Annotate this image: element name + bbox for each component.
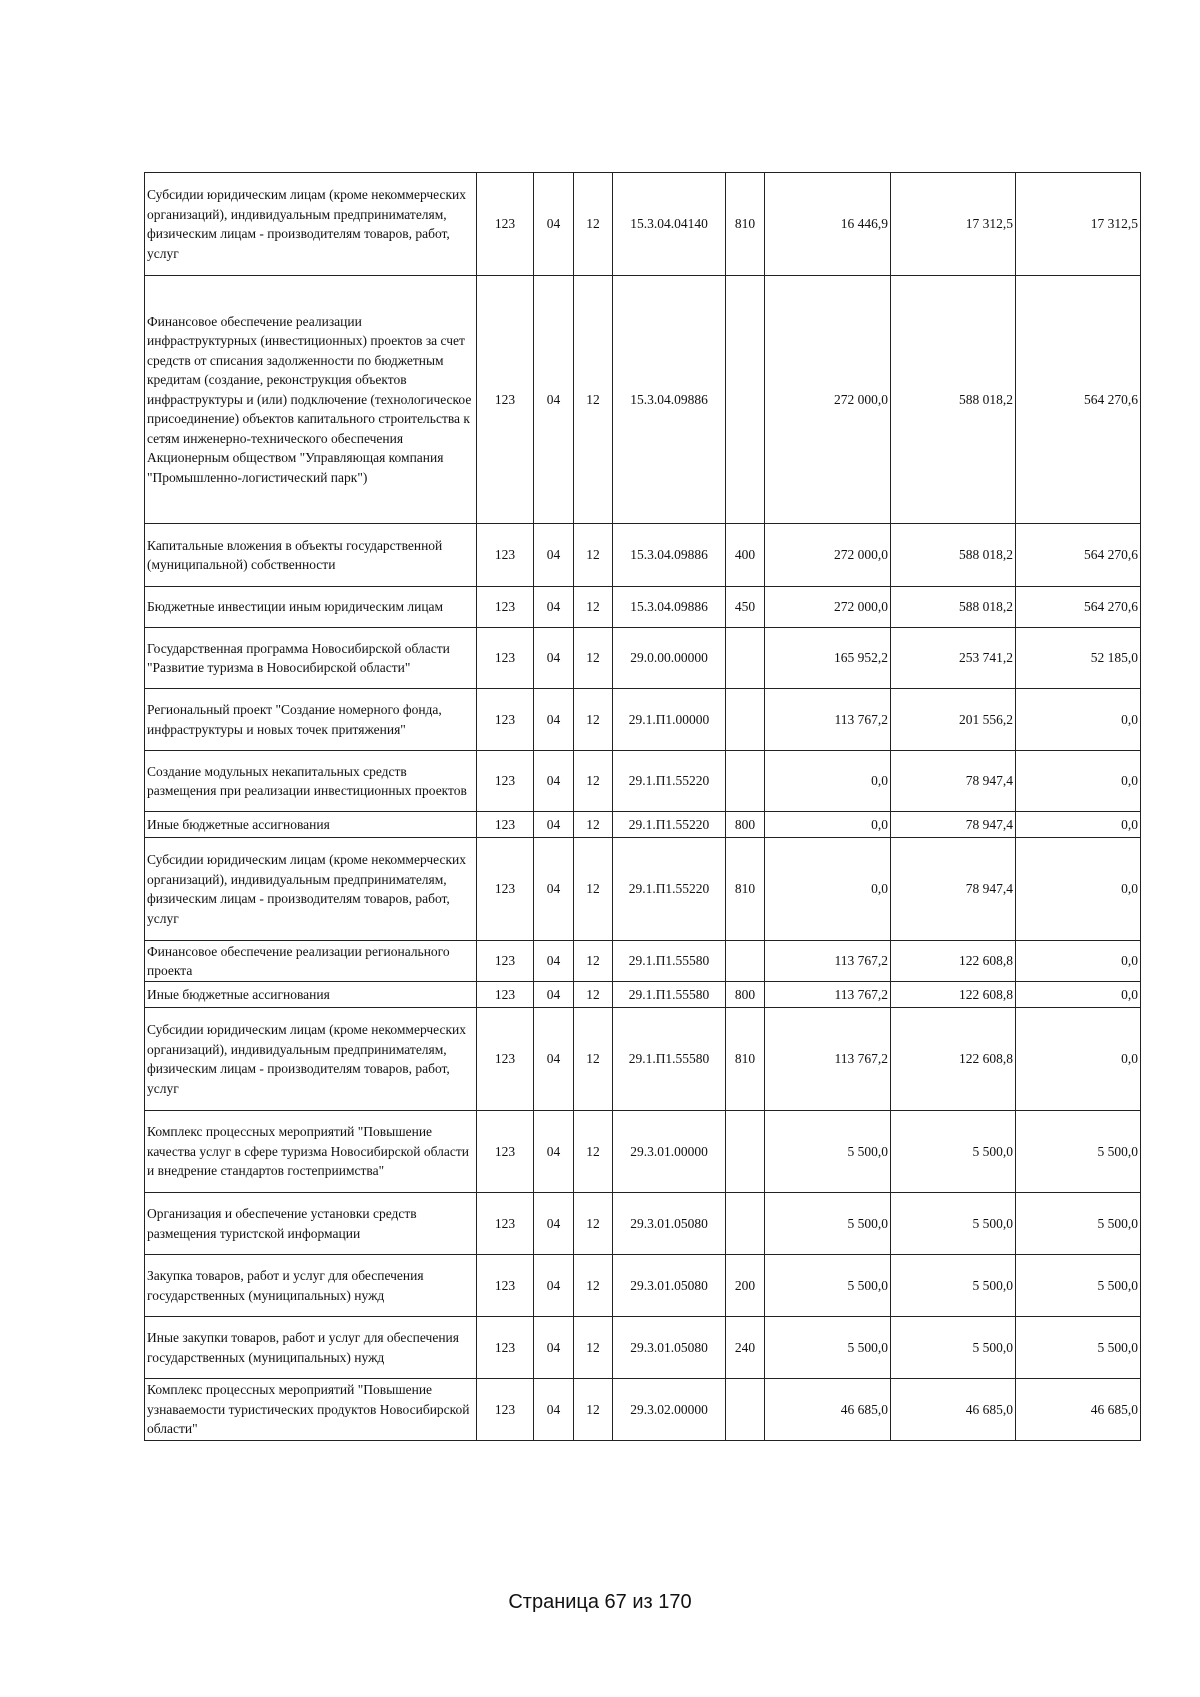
- cell-expense-type: 400: [726, 524, 765, 587]
- cell-name: Иные бюджетные ассигнования: [145, 982, 477, 1008]
- cell-subsection: 12: [574, 751, 613, 812]
- cell-expense-type: 810: [726, 1008, 765, 1111]
- cell-amount-1: 5 500,0: [765, 1193, 891, 1255]
- table-body: [145, 173, 1141, 1441]
- table-row: [145, 689, 1141, 751]
- cell-target-code: 29.3.01.05080: [613, 1317, 726, 1379]
- cell-target-code: 29.0.00.00000: [613, 628, 726, 689]
- cell-amount-2: 5 500,0: [891, 1255, 1016, 1317]
- cell-amount-2: 5 500,0: [891, 1317, 1016, 1379]
- cell-amount-2: 78 947,4: [891, 838, 1016, 941]
- cell-target-code: 29.1.П1.55220: [613, 751, 726, 812]
- table-row: [145, 587, 1141, 628]
- cell-name: Создание модульных некапитальных средств размещения при реализации инвестиционных проектов: [145, 751, 477, 812]
- cell-name: Финансовое обеспечение реализации регионального проекта: [145, 941, 477, 982]
- cell-ministry: 123: [477, 689, 534, 751]
- cell-ministry: 123: [477, 628, 534, 689]
- cell-ministry: 123: [477, 1317, 534, 1379]
- cell-target-code: 29.1.П1.55220: [613, 838, 726, 941]
- cell-section: 04: [534, 1008, 574, 1111]
- table-row: [145, 751, 1141, 812]
- cell-name: Финансовое обеспечение реализации инфраструктурных (инвестиционных) проектов за счет средств от списания задолженности по бюджетным кредитам (создание, реконструкция объектов инфраструктуры и (или) подключение (технологическое присоединение) объектов капитального строительства к сетям инженерно-технического обеспечения Акционерным обществом "Управляющая компания "Промышленно-логистический парк"): [145, 276, 477, 524]
- cell-name: Иные бюджетные ассигнования: [145, 812, 477, 838]
- cell-ministry: 123: [477, 1255, 534, 1317]
- cell-amount-2: 5 500,0: [891, 1193, 1016, 1255]
- cell-amount-2: 122 608,8: [891, 941, 1016, 982]
- cell-amount-3: 564 270,6: [1016, 276, 1141, 524]
- cell-amount-1: 113 767,2: [765, 1008, 891, 1111]
- cell-target-code: 29.1.П1.55580: [613, 941, 726, 982]
- cell-ministry: 123: [477, 982, 534, 1008]
- cell-amount-3: 0,0: [1016, 751, 1141, 812]
- cell-amount-3: 5 500,0: [1016, 1255, 1141, 1317]
- cell-target-code: 29.1.П1.55580: [613, 982, 726, 1008]
- cell-ministry: 123: [477, 276, 534, 524]
- cell-subsection: 12: [574, 587, 613, 628]
- cell-target-code: 15.3.04.09886: [613, 524, 726, 587]
- cell-subsection: 12: [574, 1317, 613, 1379]
- page-number: Страница 67 из 170: [508, 1591, 692, 1613]
- budget-table: [144, 172, 1141, 1441]
- cell-amount-1: 113 767,2: [765, 941, 891, 982]
- cell-amount-2: 78 947,4: [891, 751, 1016, 812]
- cell-amount-1: 0,0: [765, 751, 891, 812]
- cell-name: Субсидии юридическим лицам (кроме некоммерческих организаций), индивидуальным предпринимателям, физическим лицам - производителям товаров, работ, услуг: [145, 173, 477, 276]
- cell-amount-1: 165 952,2: [765, 628, 891, 689]
- cell-subsection: 12: [574, 628, 613, 689]
- cell-name: Комплекс процессных мероприятий "Повышение качества услуг в сфере туризма Новосибирской области и внедрение стандартов гостеприимства": [145, 1111, 477, 1193]
- cell-ministry: 123: [477, 941, 534, 982]
- cell-section: 04: [534, 1317, 574, 1379]
- cell-amount-3: 564 270,6: [1016, 524, 1141, 587]
- cell-amount-1: 5 500,0: [765, 1255, 891, 1317]
- cell-name: Комплекс процессных мероприятий "Повышение узнаваемости туристических продуктов Новосибирской области": [145, 1379, 477, 1441]
- cell-amount-1: 0,0: [765, 812, 891, 838]
- cell-section: 04: [534, 173, 574, 276]
- table-row: [145, 982, 1141, 1008]
- table-row: [145, 1193, 1141, 1255]
- table-row: [145, 1379, 1141, 1441]
- cell-target-code: 29.3.01.05080: [613, 1255, 726, 1317]
- cell-name: Капитальные вложения в объекты государственной (муниципальной) собственности: [145, 524, 477, 587]
- cell-ministry: 123: [477, 173, 534, 276]
- cell-subsection: 12: [574, 982, 613, 1008]
- table-row: [145, 1008, 1141, 1111]
- table-row: [145, 812, 1141, 838]
- cell-amount-1: 0,0: [765, 838, 891, 941]
- cell-ministry: 123: [477, 524, 534, 587]
- table-row: [145, 524, 1141, 587]
- cell-subsection: 12: [574, 941, 613, 982]
- cell-subsection: 12: [574, 1379, 613, 1441]
- cell-amount-1: 272 000,0: [765, 587, 891, 628]
- table-row: [145, 1317, 1141, 1379]
- cell-amount-2: 201 556,2: [891, 689, 1016, 751]
- cell-section: 04: [534, 1255, 574, 1317]
- cell-expense-type: [726, 941, 765, 982]
- cell-expense-type: [726, 628, 765, 689]
- cell-subsection: 12: [574, 1111, 613, 1193]
- cell-expense-type: 800: [726, 812, 765, 838]
- cell-amount-1: 113 767,2: [765, 689, 891, 751]
- cell-amount-1: 272 000,0: [765, 276, 891, 524]
- cell-subsection: 12: [574, 812, 613, 838]
- cell-section: 04: [534, 941, 574, 982]
- cell-amount-3: 0,0: [1016, 838, 1141, 941]
- table-row: [145, 941, 1141, 982]
- cell-expense-type: 450: [726, 587, 765, 628]
- cell-subsection: 12: [574, 689, 613, 751]
- cell-amount-1: 5 500,0: [765, 1317, 891, 1379]
- cell-amount-1: 46 685,0: [765, 1379, 891, 1441]
- cell-name: Бюджетные инвестиции иным юридическим лицам: [145, 587, 477, 628]
- cell-subsection: 12: [574, 838, 613, 941]
- cell-ministry: 123: [477, 838, 534, 941]
- table-row: [145, 173, 1141, 276]
- cell-amount-2: 588 018,2: [891, 587, 1016, 628]
- cell-subsection: 12: [574, 1193, 613, 1255]
- cell-ministry: 123: [477, 751, 534, 812]
- cell-subsection: 12: [574, 524, 613, 587]
- cell-amount-3: 17 312,5: [1016, 173, 1141, 276]
- cell-section: 04: [534, 812, 574, 838]
- cell-name: Организация и обеспечение установки средств размещения туристской информации: [145, 1193, 477, 1255]
- cell-name: Иные закупки товаров, работ и услуг для обеспечения государственных (муниципальных) нужд: [145, 1317, 477, 1379]
- cell-section: 04: [534, 524, 574, 587]
- cell-amount-3: 0,0: [1016, 941, 1141, 982]
- cell-subsection: 12: [574, 1255, 613, 1317]
- cell-section: 04: [534, 1379, 574, 1441]
- table-row: [145, 1111, 1141, 1193]
- cell-target-code: 15.3.04.09886: [613, 587, 726, 628]
- cell-amount-1: 5 500,0: [765, 1111, 891, 1193]
- cell-amount-2: 5 500,0: [891, 1111, 1016, 1193]
- cell-amount-3: 0,0: [1016, 689, 1141, 751]
- cell-target-code: 29.3.01.05080: [613, 1193, 726, 1255]
- cell-expense-type: 800: [726, 982, 765, 1008]
- cell-target-code: 29.3.02.00000: [613, 1379, 726, 1441]
- cell-section: 04: [534, 1111, 574, 1193]
- cell-expense-type: [726, 1193, 765, 1255]
- cell-amount-1: 272 000,0: [765, 524, 891, 587]
- cell-amount-3: 5 500,0: [1016, 1193, 1141, 1255]
- cell-amount-3: 5 500,0: [1016, 1317, 1141, 1379]
- cell-section: 04: [534, 628, 574, 689]
- cell-name: Субсидии юридическим лицам (кроме некоммерческих организаций), индивидуальным предпринимателям, физическим лицам - производителям товаров, работ, услуг: [145, 1008, 477, 1111]
- cell-subsection: 12: [574, 276, 613, 524]
- cell-section: 04: [534, 1193, 574, 1255]
- table-row: [145, 1255, 1141, 1317]
- cell-amount-2: 78 947,4: [891, 812, 1016, 838]
- cell-target-code: 15.3.04.04140: [613, 173, 726, 276]
- cell-amount-2: 253 741,2: [891, 628, 1016, 689]
- cell-target-code: 29.1.П1.55580: [613, 1008, 726, 1111]
- cell-ministry: 123: [477, 1008, 534, 1111]
- cell-target-code: 15.3.04.09886: [613, 276, 726, 524]
- cell-expense-type: [726, 1111, 765, 1193]
- cell-amount-3: 0,0: [1016, 982, 1141, 1008]
- cell-expense-type: [726, 1379, 765, 1441]
- cell-section: 04: [534, 689, 574, 751]
- cell-expense-type: [726, 751, 765, 812]
- cell-name: Государственная программа Новосибирской области "Развитие туризма в Новосибирской области": [145, 628, 477, 689]
- cell-amount-2: 46 685,0: [891, 1379, 1016, 1441]
- cell-amount-3: 0,0: [1016, 812, 1141, 838]
- cell-amount-3: 5 500,0: [1016, 1111, 1141, 1193]
- cell-amount-2: 588 018,2: [891, 276, 1016, 524]
- cell-amount-3: 46 685,0: [1016, 1379, 1141, 1441]
- cell-amount-2: 17 312,5: [891, 173, 1016, 276]
- cell-amount-3: 0,0: [1016, 1008, 1141, 1111]
- cell-section: 04: [534, 587, 574, 628]
- cell-section: 04: [534, 276, 574, 524]
- table-row: [145, 276, 1141, 524]
- cell-amount-2: 122 608,8: [891, 1008, 1016, 1111]
- cell-ministry: 123: [477, 812, 534, 838]
- cell-amount-3: 52 185,0: [1016, 628, 1141, 689]
- cell-ministry: 123: [477, 1379, 534, 1441]
- cell-expense-type: [726, 276, 765, 524]
- cell-target-code: 29.1.П1.00000: [613, 689, 726, 751]
- cell-ministry: 123: [477, 587, 534, 628]
- cell-section: 04: [534, 751, 574, 812]
- cell-target-code: 29.1.П1.55220: [613, 812, 726, 838]
- cell-expense-type: 810: [726, 173, 765, 276]
- cell-amount-2: 122 608,8: [891, 982, 1016, 1008]
- cell-amount-1: 16 446,9: [765, 173, 891, 276]
- cell-target-code: 29.3.01.00000: [613, 1111, 726, 1193]
- cell-ministry: 123: [477, 1111, 534, 1193]
- cell-expense-type: 240: [726, 1317, 765, 1379]
- cell-amount-1: 113 767,2: [765, 982, 891, 1008]
- cell-section: 04: [534, 982, 574, 1008]
- table-row: [145, 628, 1141, 689]
- cell-name: Закупка товаров, работ и услуг для обеспечения государственных (муниципальных) нужд: [145, 1255, 477, 1317]
- cell-expense-type: 200: [726, 1255, 765, 1317]
- cell-subsection: 12: [574, 1008, 613, 1111]
- cell-name: Субсидии юридическим лицам (кроме некоммерческих организаций), индивидуальным предпринимателям, физическим лицам - производителям товаров, работ, услуг: [145, 838, 477, 941]
- cell-amount-2: 588 018,2: [891, 524, 1016, 587]
- cell-section: 04: [534, 838, 574, 941]
- cell-amount-3: 564 270,6: [1016, 587, 1141, 628]
- cell-subsection: 12: [574, 173, 613, 276]
- table-row: [145, 838, 1141, 941]
- cell-expense-type: [726, 689, 765, 751]
- cell-ministry: 123: [477, 1193, 534, 1255]
- cell-name: Региональный проект "Создание номерного фонда, инфраструктуры и новых точек притяжения": [145, 689, 477, 751]
- cell-expense-type: 810: [726, 838, 765, 941]
